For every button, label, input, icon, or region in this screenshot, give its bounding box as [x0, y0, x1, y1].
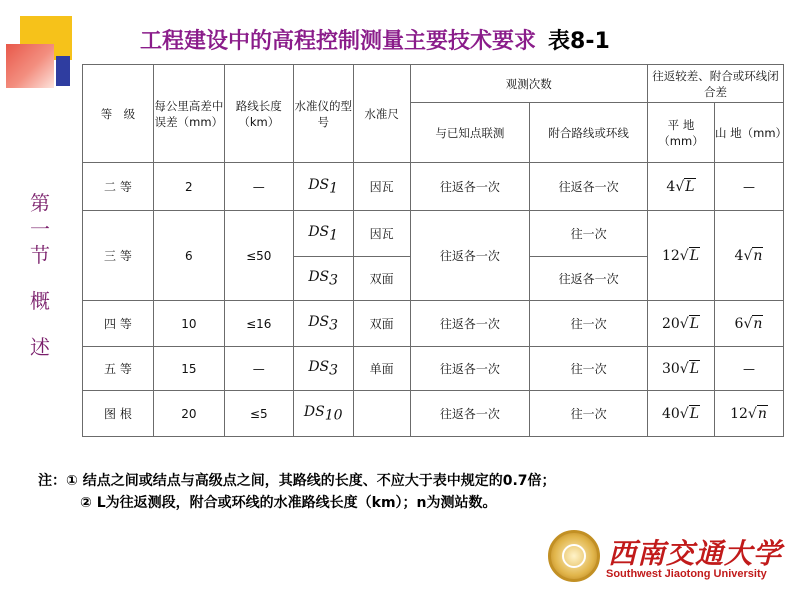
cell-flat: 20√L	[648, 301, 715, 347]
cell-known: 往返各一次	[410, 391, 530, 437]
cell-grade: 二 等	[83, 163, 154, 211]
header-closure: 往返较差、附合或环线闭合差	[648, 65, 784, 103]
model-base: DS	[308, 268, 330, 285]
table-row	[83, 301, 784, 347]
flat-var: L	[685, 178, 695, 195]
cell-error: 10	[153, 301, 224, 347]
header-row	[83, 65, 784, 103]
model-sub: 3	[329, 317, 339, 334]
cell-model	[293, 391, 353, 437]
cell-length: ≤50	[224, 211, 293, 301]
table-row	[83, 391, 784, 437]
section-char: 节	[30, 243, 50, 267]
cell-length: —	[224, 347, 293, 391]
slide-title	[140, 24, 610, 55]
cell-error: 6	[153, 211, 224, 301]
mountain-coef: 12	[730, 405, 748, 422]
cell-known: 往返各一次	[410, 211, 530, 301]
flat-coef: 30	[661, 360, 680, 377]
flat-coef: 4	[666, 178, 676, 195]
table-row	[83, 347, 784, 391]
cell-model	[293, 211, 353, 257]
cell-mountain: —	[714, 347, 783, 391]
section-label	[22, 190, 58, 360]
decor-blue-block	[56, 56, 70, 86]
note-1: 注：① 结点之间或结点与高级点之间，其路线的长度、不应大于表中规定的0.7倍；	[38, 473, 556, 489]
model-base: DS	[308, 223, 330, 240]
model-base: DS	[303, 403, 325, 420]
cell-length: ≤16	[224, 301, 293, 347]
cell-error: 2	[153, 163, 224, 211]
cell-loop: 往返各一次	[530, 163, 648, 211]
table-number: 表8-1	[548, 29, 610, 54]
cell-grade: 三 等	[83, 211, 154, 301]
section-char: 述	[30, 335, 50, 359]
cell-flat: 40√L	[648, 391, 715, 437]
cell-mountain: 12√n	[714, 391, 783, 437]
cell-rod: 双面	[353, 301, 410, 347]
cell-model	[293, 347, 353, 391]
header-obs-times: 观测次数	[410, 65, 647, 103]
cell-rod: 双面	[353, 257, 410, 301]
cell-grade: 五 等	[83, 347, 154, 391]
cell-loop: 往返各一次	[530, 257, 648, 301]
header-error: 每公里高差中误差（mm）	[153, 65, 224, 163]
cell-grade: 四 等	[83, 301, 154, 347]
section-char: 概	[30, 289, 50, 313]
cell-flat: 4√L	[648, 163, 715, 211]
cell-model	[293, 163, 353, 211]
section-char: 一	[30, 217, 50, 241]
cell-mountain: 6√n	[714, 301, 783, 347]
note-2: ② L为往返测段，附合或环线的水准路线长度（km）；n为测站数。	[80, 495, 497, 511]
flat-coef: 20	[661, 315, 680, 332]
header-rod: 水准尺	[353, 65, 410, 163]
model-sub: 1	[329, 227, 339, 244]
cell-rod: 因瓦	[353, 211, 410, 257]
header-obs-loop: 附合路线或环线	[530, 103, 648, 163]
cell-grade: 图 根	[83, 391, 154, 437]
flat-var: L	[689, 360, 700, 377]
requirements-table	[82, 64, 788, 437]
flat-coef: 12	[661, 247, 680, 264]
header-model: 水准仪的型号	[293, 65, 353, 163]
cell-length: ≤5	[224, 391, 293, 437]
cell-rod: 因瓦	[353, 163, 410, 211]
model-sub: 10	[324, 407, 343, 424]
cell-mountain: 4√n	[714, 211, 783, 301]
university-name-en: Southwest Jiaotong University	[606, 568, 767, 580]
mountain-var: n	[753, 315, 763, 332]
cell-error: 15	[153, 347, 224, 391]
cell-known: 往返各一次	[410, 301, 530, 347]
cell-loop: 往一次	[530, 347, 648, 391]
cell-loop: 往一次	[530, 301, 648, 347]
model-base: DS	[308, 176, 330, 193]
flat-coef: 40	[661, 405, 680, 422]
header-length: 路线长度（km）	[224, 65, 293, 163]
model-base: DS	[308, 313, 330, 330]
flat-var: L	[689, 247, 700, 264]
mountain-coef: 4	[734, 247, 744, 264]
model-sub: 1	[329, 180, 339, 197]
header-obs-known: 与已知点联测	[410, 103, 530, 163]
university-name-cn: 西南交通大学	[608, 537, 783, 570]
cell-rod: 单面	[353, 347, 410, 391]
table-row	[83, 211, 784, 257]
header-flat: 平 地（mm）	[648, 103, 715, 163]
cell-flat: 30√L	[648, 347, 715, 391]
cell-mountain: —	[714, 163, 783, 211]
university-seal-icon	[548, 530, 600, 582]
header-grade: 等 级	[83, 65, 154, 163]
model-base: DS	[308, 358, 330, 375]
cell-flat: 12√L	[648, 211, 715, 301]
flat-var: L	[689, 315, 700, 332]
title-main: 工程建设中的高程控制测量主要技术要求	[140, 29, 537, 54]
cell-error: 20	[153, 391, 224, 437]
cell-model	[293, 301, 353, 347]
decor-red-block	[6, 44, 54, 88]
university-logo	[548, 528, 788, 586]
model-sub: 3	[329, 362, 339, 379]
table-row	[83, 163, 784, 211]
cell-length: —	[224, 163, 293, 211]
cell-loop: 往一次	[530, 211, 648, 257]
cell-known: 往返各一次	[410, 163, 530, 211]
header-mountain: 山 地（mm）	[714, 103, 783, 163]
section-char: 第	[30, 191, 50, 215]
mountain-var: n	[753, 247, 763, 264]
flat-var: L	[689, 405, 700, 422]
cell-model	[293, 257, 353, 301]
table-notes	[38, 470, 556, 514]
mountain-coef: 6	[734, 315, 744, 332]
mountain-var: n	[757, 405, 767, 422]
cell-rod	[353, 391, 410, 437]
cell-loop: 往一次	[530, 391, 648, 437]
cell-known: 往返各一次	[410, 347, 530, 391]
model-sub: 3	[329, 272, 339, 289]
